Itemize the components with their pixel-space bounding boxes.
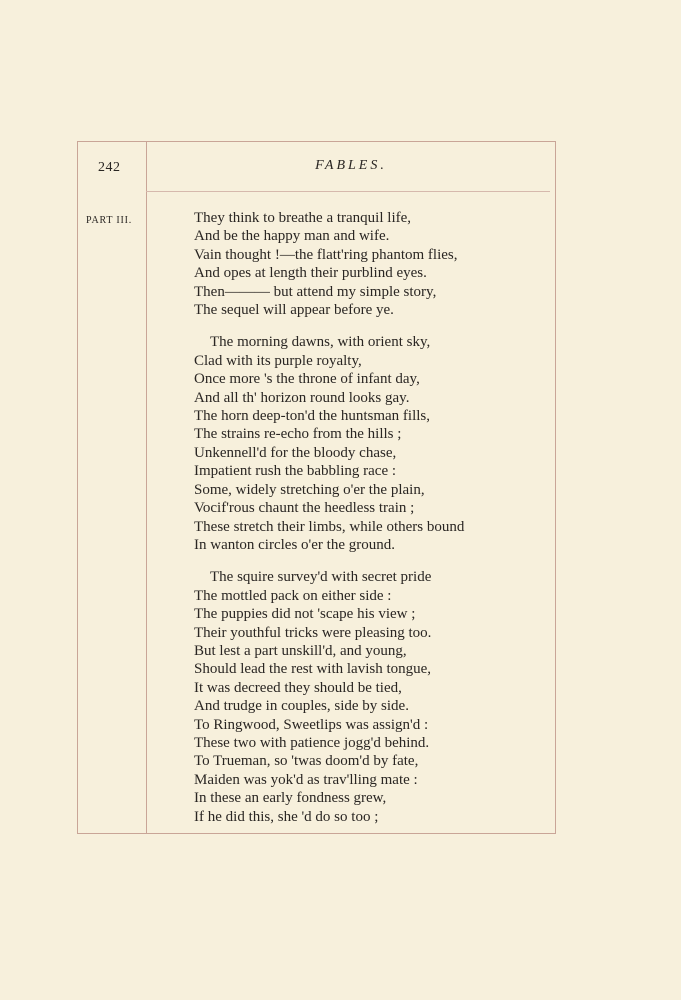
poem-line: In these an early fondness grew, [194, 790, 387, 807]
poem-line: And all th' horizon round looks gay. [194, 389, 410, 406]
stanza [146, 333, 550, 554]
poem-line: These two with patience jogg'd behind. [194, 734, 430, 751]
poem-line: In wanton circles o'er the ground. [194, 536, 395, 553]
poem-line: Their youthful tricks were pleasing too. [194, 624, 432, 641]
poem-line: The morning dawns, with orient sky, [210, 334, 431, 351]
part-side-note: PART III. [86, 215, 133, 226]
poem-line: Impatient rush the babbling race : [194, 463, 397, 480]
poem-line: If he did this, she 'd do so too ; [194, 808, 379, 825]
poem-line: The squire survey'd with secret pride [210, 569, 432, 586]
stanza [146, 209, 550, 319]
poem-line: Unkennell'd for the bloody chase, [194, 444, 397, 461]
poem-line: And trudge in couples, side by side. [194, 698, 409, 715]
poem-line: To Trueman, so 'twas doom'd by fate, [194, 753, 419, 770]
stanza [146, 568, 550, 826]
poem-line: The horn deep-ton'd the huntsman fills, [194, 408, 430, 425]
poem-line: Vain thought !—the flatt'ring phantom flies, [194, 246, 458, 263]
poem-line: And be the happy man and wife. [194, 228, 390, 245]
poem-line: These stretch their limbs, while others bound [194, 518, 465, 535]
poem-line: Clad with its purple royalty, [194, 352, 362, 369]
poem-line: They think to breathe a tranquil life, [194, 210, 412, 226]
poem-line: Vocif'rous chaunt the heedless train ; [194, 500, 415, 517]
poem-line: The mottled pack on either side : [194, 587, 392, 604]
poem-line: The puppies did not 'scape his view ; [194, 606, 416, 623]
poem-line: Once more 's the throne of infant day, [194, 371, 420, 388]
header-rule [146, 191, 550, 192]
poem-line: Then——— but attend my simple story, [194, 283, 437, 300]
running-head: FABLES. [315, 158, 387, 173]
poem-line: To Ringwood, Sweetlips was assign'd : [194, 716, 429, 733]
poem-line: But lest a part unskill'd, and young, [194, 642, 407, 659]
poem-line: Should lead the rest with lavish tongue, [194, 661, 432, 678]
poem-line: It was decreed they should be tied, [194, 679, 402, 696]
poem-line: And opes at length their purblind eyes. [194, 265, 427, 282]
poem-line: Some, widely stretching o'er the plain, [194, 481, 425, 498]
poem-line: The strains re-echo from the hills ; [194, 426, 402, 443]
poem-line: Maiden was yok'd as trav'lling mate : [194, 771, 418, 788]
poem-body [146, 209, 550, 840]
page-number: 242 [98, 160, 121, 175]
poem-line: The sequel will appear before ye. [194, 302, 394, 319]
